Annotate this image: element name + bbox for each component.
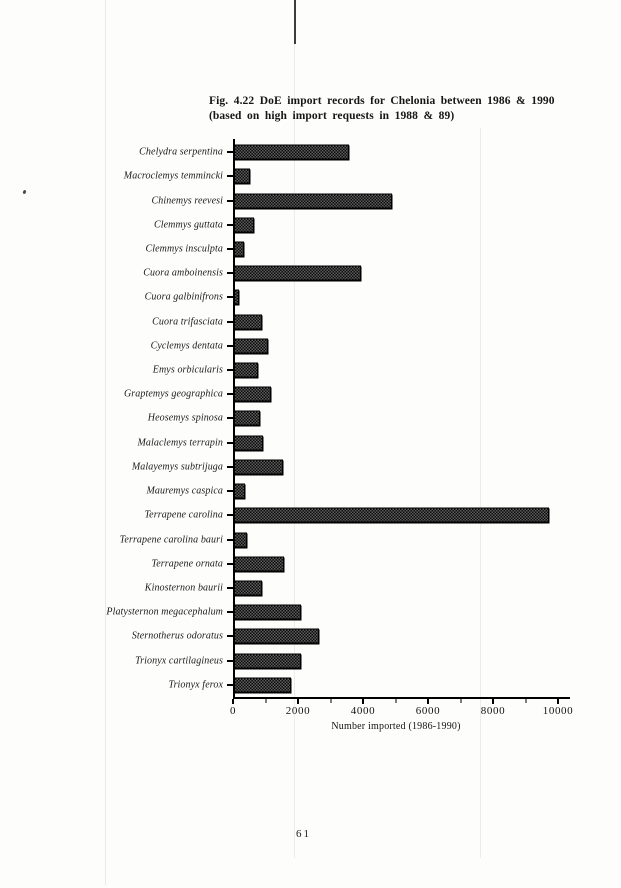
chart-row [0,552,621,576]
bar [234,508,549,523]
bar [234,677,291,692]
x-minor-tick [330,699,331,703]
chart-row [0,479,621,503]
chart-row [0,576,621,600]
species-label: Terrapene ornata [151,558,223,570]
chart-row [0,649,621,673]
chart-row [0,527,621,551]
bar [234,532,247,547]
x-major-tick [362,699,364,704]
bar [234,605,301,620]
x-tick-label: 10000 [542,705,574,717]
chart-row [0,600,621,624]
bar [234,145,349,160]
x-minor-tick [460,699,461,703]
x-tick-label: 0 [229,705,237,717]
species-label: Platysternon megacephalum [106,606,223,618]
bar [234,169,250,184]
chart-row [0,237,621,261]
chart-row [0,334,621,358]
bar [234,241,244,256]
species-label: Macroclemys temmincki [123,170,223,182]
chart-row [0,406,621,430]
chart-row [0,624,621,648]
bar [234,556,284,571]
chart-row [0,310,621,334]
bar [234,363,258,378]
species-label: Clemmys insculpta [145,243,223,255]
x-tick-label: 4000 [350,705,376,717]
figure-caption-line1: Fig. 4.22 DoE import records for Chelonia between 1986 & 1990 [209,95,555,107]
species-label: Clemmys guttata [154,219,223,231]
species-label: Kinosternon baurii [144,582,223,594]
chart-row [0,213,621,237]
species-label: Sternotherus odoratus [131,630,223,642]
x-axis-title: Number imported (1986-1990) [331,721,461,732]
species-label: Chinemys reevesi [151,195,223,207]
species-label: Trionyx ferox [168,679,223,691]
bar [234,459,283,474]
x-minor-tick [265,699,266,703]
bar [234,484,245,499]
species-label: Heosemys spinosa [147,412,223,424]
x-major-tick [492,699,494,704]
x-minor-tick [395,699,396,703]
species-label: Malayemys subtrijuga [131,461,223,473]
page-number: 61 [296,828,311,840]
bar [234,435,263,450]
chart-row [0,140,621,164]
bar [234,581,262,596]
species-label: Cuora trifasciata [152,316,223,328]
species-label: Graptemys geographica [123,388,223,400]
species-label: Cuora galbinifrons [144,291,223,303]
bar [234,266,361,281]
chart-row [0,358,621,382]
chart-row [0,188,621,212]
bar [234,411,260,426]
species-label: Cyclemys dentata [150,340,223,352]
species-label: Terrapene carolina bauri [119,534,223,546]
bar-chart-rows [0,140,621,697]
x-major-tick [297,699,299,704]
chart-row [0,455,621,479]
x-tick-label: 8000 [480,705,506,717]
species-label: Terrapene carolina [144,509,223,521]
chart-row [0,382,621,406]
x-major-tick [232,699,234,704]
x-tick-label: 2000 [285,705,311,717]
x-major-tick [427,699,429,704]
bar [234,629,319,644]
bar [234,217,254,232]
bar [234,193,392,208]
chart-row [0,285,621,309]
species-label: Emys orbicularis [152,364,223,376]
chart-row [0,261,621,285]
species-label: Trionyx cartilagineus [135,655,223,667]
species-label: Malaclemys terrapin [137,437,223,449]
chart-row [0,431,621,455]
figure-caption-line2: (based on high import requests in 1988 & 89) [209,110,455,122]
x-minor-tick [525,699,526,703]
bar [234,314,262,329]
chart-row [0,503,621,527]
species-label: Cuora amboinensis [143,267,223,279]
chart-row [0,164,621,188]
x-tick-label: 6000 [415,705,441,717]
x-major-tick [557,699,559,704]
bar [234,387,271,402]
species-label: Chelydra serpentina [139,146,223,158]
chart-row [0,673,621,697]
bar [234,653,301,668]
y-axis-line [233,139,235,699]
bar [234,338,268,353]
species-label: Mauremys caspica [146,485,223,497]
